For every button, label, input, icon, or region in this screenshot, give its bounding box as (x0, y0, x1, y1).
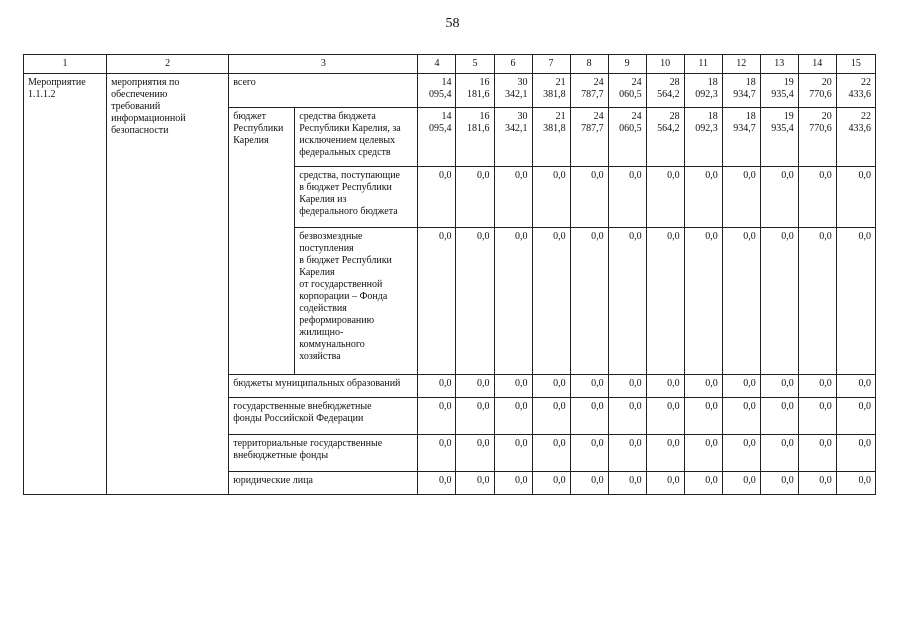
value-cell: 0,0 (570, 375, 608, 398)
value-cell: 24 060,5 (608, 74, 646, 108)
value-cell: 0,0 (570, 167, 608, 228)
value-cell: 0,0 (532, 398, 570, 435)
value-cell: 0,0 (532, 375, 570, 398)
header-cell: 10 (646, 55, 684, 74)
value-cell: 0,0 (798, 435, 836, 472)
value-cell: 0,0 (456, 472, 494, 495)
value-cell: 0,0 (456, 435, 494, 472)
value-cell: 22 433,6 (836, 108, 875, 167)
value-cell: 0,0 (684, 435, 722, 472)
value-cell: 0,0 (418, 228, 456, 375)
value-cell: 0,0 (798, 228, 836, 375)
value-cell: 0,0 (418, 375, 456, 398)
header-cell: 5 (456, 55, 494, 74)
header-cell: 8 (570, 55, 608, 74)
page-number: 58 (445, 16, 460, 31)
value-cell: 14 095,4 (418, 108, 456, 167)
value-cell: 0,0 (570, 435, 608, 472)
value-cell: 0,0 (494, 167, 532, 228)
header-cell: 13 (760, 55, 798, 74)
value-cell: 28 564,2 (646, 74, 684, 108)
value-cell: 0,0 (760, 167, 798, 228)
value-cell: 0,0 (608, 375, 646, 398)
value-cell: 0,0 (456, 167, 494, 228)
value-cell: 24 787,7 (570, 108, 608, 167)
value-cell: 0,0 (646, 472, 684, 495)
budget-table (23, 54, 876, 495)
row-label: всего (229, 74, 418, 108)
value-cell: 0,0 (532, 228, 570, 375)
header-cell: 3 (229, 55, 418, 74)
row-label: территориальные государственные внебюджетные фонды (229, 435, 418, 472)
value-cell: 0,0 (684, 228, 722, 375)
value-cell: 0,0 (532, 472, 570, 495)
value-cell: 0,0 (532, 167, 570, 228)
value-cell: 0,0 (722, 435, 760, 472)
value-cell: 0,0 (494, 398, 532, 435)
value-cell: 0,0 (608, 228, 646, 375)
value-cell: 0,0 (798, 375, 836, 398)
value-cell: 0,0 (722, 398, 760, 435)
value-cell: 0,0 (684, 398, 722, 435)
value-cell: 0,0 (722, 375, 760, 398)
value-cell: 0,0 (760, 435, 798, 472)
value-cell: 0,0 (798, 167, 836, 228)
value-cell: 0,0 (456, 228, 494, 375)
table-row (24, 74, 876, 108)
value-cell: 0,0 (418, 435, 456, 472)
value-cell: 0,0 (646, 435, 684, 472)
header-cell: 12 (722, 55, 760, 74)
value-cell: 0,0 (760, 472, 798, 495)
value-cell: 0,0 (760, 375, 798, 398)
value-cell: 0,0 (836, 167, 875, 228)
value-cell: 0,0 (760, 228, 798, 375)
header-cell: 4 (418, 55, 456, 74)
row-label: государственные внебюджетные фонды Российской Федерации (229, 398, 418, 435)
value-cell: 19 935,4 (760, 108, 798, 167)
value-cell: 0,0 (608, 167, 646, 228)
value-cell: 0,0 (646, 375, 684, 398)
row-label: юридические лица (229, 472, 418, 495)
value-cell: 0,0 (570, 398, 608, 435)
value-cell: 28 564,2 (646, 108, 684, 167)
value-cell: 0,0 (646, 167, 684, 228)
value-cell: 14 095,4 (418, 74, 456, 108)
value-cell: 16 181,6 (456, 74, 494, 108)
value-cell: 0,0 (722, 228, 760, 375)
value-cell: 18 092,3 (684, 74, 722, 108)
header-row (24, 55, 876, 74)
value-cell: 0,0 (608, 472, 646, 495)
group-label: бюджет Республики Карелия (229, 108, 295, 375)
value-cell: 0,0 (646, 228, 684, 375)
value-cell: 0,0 (646, 398, 684, 435)
value-cell: 0,0 (836, 228, 875, 375)
value-cell: 22 433,6 (836, 74, 875, 108)
value-cell: 0,0 (494, 435, 532, 472)
row-label: средства бюджета Республики Карелия, за исключением целевых федеральных средств (295, 108, 418, 167)
value-cell: 0,0 (494, 472, 532, 495)
value-cell: 20 770,6 (798, 108, 836, 167)
value-cell: 0,0 (798, 472, 836, 495)
header-cell: 2 (107, 55, 229, 74)
value-cell: 30 342,1 (494, 108, 532, 167)
value-cell: 16 181,6 (456, 108, 494, 167)
value-cell: 0,0 (684, 472, 722, 495)
value-cell: 0,0 (684, 167, 722, 228)
activity-name: мероприятия по обеспечению требований информационной безопасности (107, 74, 229, 495)
value-cell: 18 934,7 (722, 74, 760, 108)
header-cell: 15 (836, 55, 875, 74)
value-cell: 0,0 (608, 435, 646, 472)
value-cell: 0,0 (836, 472, 875, 495)
value-cell: 0,0 (494, 228, 532, 375)
value-cell: 0,0 (532, 435, 570, 472)
value-cell: 0,0 (722, 167, 760, 228)
row-label: бюджеты муниципальных образований (229, 375, 418, 398)
value-cell: 21 381,8 (532, 108, 570, 167)
value-cell: 0,0 (798, 398, 836, 435)
value-cell: 20 770,6 (798, 74, 836, 108)
value-cell: 0,0 (418, 472, 456, 495)
value-cell: 0,0 (494, 375, 532, 398)
value-cell: 0,0 (608, 398, 646, 435)
activity-code: Мероприятие 1.1.1.2 (24, 74, 107, 495)
header-cell: 6 (494, 55, 532, 74)
value-cell: 0,0 (836, 398, 875, 435)
value-cell: 30 342,1 (494, 74, 532, 108)
row-label: безвозмездные поступления в бюджет Республики Карелия от государственной корпорации – Фонда содействия реформированию жилищно- коммунального хозяйства (295, 228, 418, 375)
value-cell: 0,0 (760, 398, 798, 435)
value-cell: 0,0 (570, 472, 608, 495)
header-cell: 14 (798, 55, 836, 74)
value-cell: 24 060,5 (608, 108, 646, 167)
value-cell: 0,0 (836, 375, 875, 398)
value-cell: 18 934,7 (722, 108, 760, 167)
value-cell: 21 381,8 (532, 74, 570, 108)
value-cell: 24 787,7 (570, 74, 608, 108)
value-cell: 19 935,4 (760, 74, 798, 108)
row-label: средства, поступающие в бюджет Республики Карелия из федерального бюджета (295, 167, 418, 228)
value-cell: 0,0 (456, 398, 494, 435)
header-cell: 9 (608, 55, 646, 74)
value-cell: 0,0 (836, 435, 875, 472)
value-cell: 0,0 (418, 398, 456, 435)
value-cell: 0,0 (418, 167, 456, 228)
header-cell: 11 (684, 55, 722, 74)
value-cell: 0,0 (684, 375, 722, 398)
header-cell: 7 (532, 55, 570, 74)
value-cell: 0,0 (456, 375, 494, 398)
value-cell: 0,0 (722, 472, 760, 495)
header-cell: 1 (24, 55, 107, 74)
value-cell: 18 092,3 (684, 108, 722, 167)
value-cell: 0,0 (570, 228, 608, 375)
